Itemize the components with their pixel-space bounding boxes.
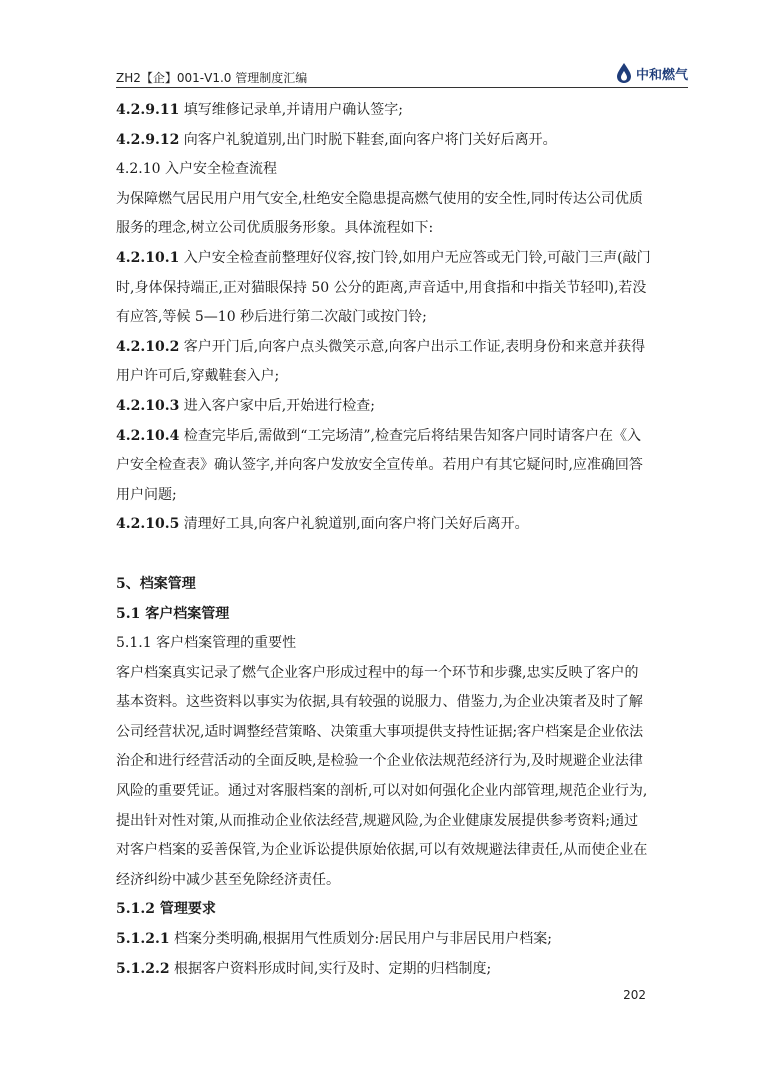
section-5-title: 5、档案管理	[116, 575, 196, 592]
clause-4-2-10-3: 4.2.10.3 进入客户家中后,开始进行检查;	[116, 397, 375, 414]
page-header	[116, 56, 688, 88]
logo-text: 中和燃气	[635, 67, 688, 83]
clause-5-1-2-2: 5.1.2.2 根据客户资料形成时间,实行及时、定期的归档制度;	[116, 960, 492, 977]
page-number: 202	[623, 988, 646, 1002]
flame-drop-logo-icon	[615, 62, 633, 84]
header-divider	[116, 87, 688, 88]
company-logo	[615, 62, 688, 84]
section-5-1-1-title: 5.1.1 客户档案管理的重要性	[116, 635, 297, 652]
clause-4-2-10-1: 4.2.10.1 入户安全检查前整理好仪容,按门铃,如用户无应答或无门铃,可敲门三声(敲门时,身体保持端正,正对猫眼保持 50 公分的距离,声音适中,用食指和中指关节轻叩),若没有应答,等候 5—10 秒后进行第二次敲门或按门铃;	[116, 249, 651, 326]
clause-4-2-10-4: 4.2.10.4 检查完毕后,需做到“工完场清”,检查完后将结果告知客户同时请客户在《入户安全检查表》确认签字,并向客户发放安全宣传单。若用户有其它疑问时,应准确回答用户问题;	[116, 427, 643, 503]
clause-4-2-9-11: 4.2.9.11 填写维修记录单,并请用户确认签字;	[116, 102, 403, 118]
clause-4-2-10-5: 4.2.10.5 清理好工具,向客户礼貌道别,面向客户将门关好后离开。	[116, 516, 529, 533]
section-spacer	[116, 540, 652, 570]
intro-paragraph: 为保障燃气居民用户用气安全,杜绝安全隐患提高燃气使用的安全性,同时传达公司优质服务的理念,树立公司优质服务形象。具体流程如下:	[116, 190, 643, 237]
document-body	[116, 96, 652, 984]
section-5-1-2-title: 5.1.2 管理要求	[116, 901, 216, 918]
clause-4-2-10-2: 4.2.10.2 客户开门后,向客户点头微笑示意,向客户出示工作证,表明身份和来意并获得用户许可后,穿戴鞋套入户;	[116, 338, 646, 385]
document-id: ZH2【企】001-V1.0 管理制度汇编	[116, 71, 308, 85]
clause-4-2-9-12: 4.2.9.12 向客户礼貌道别,出门时脱下鞋套,面向客户将门关好后离开。	[116, 131, 557, 148]
clause-5-1-2-1: 5.1.2.1 档案分类明确,根据用气性质划分:居民用户与非居民用户档案;	[116, 931, 552, 948]
section-5-1-title: 5.1 客户档案管理	[116, 605, 230, 622]
heading-4-2-10: 4.2.10 入户安全检查流程	[116, 161, 277, 178]
section-5-1-1-body: 客户档案真实记录了燃气企业客户形成过程中的每一个环节和步骤,忠实反映了客户的基本资料。这些资料以事实为依据,具有较强的说服力、借鉴力,为企业决策者及时了解公司经营状况,适时调整经营策略、决策重大事项提供支持性证据;客户档案是企业依法治企和进行经营活动的全面反映,是检验一个企业依法规范经济行为,及时规避企业法律风险的重要凭证。通过对客服档案的剖析,可以对如何强化企业内部管理,规范企业行为,提出针对性对策,从而推动企业依法经营,规避风险,为企业健康发展提供参考资料;通过对客户档案的妥善保管,为企业诉讼提供原始依据,可以有效规避法律责任,从而使企业在经济纠纷中减少甚至免除经济责任。	[116, 664, 648, 888]
